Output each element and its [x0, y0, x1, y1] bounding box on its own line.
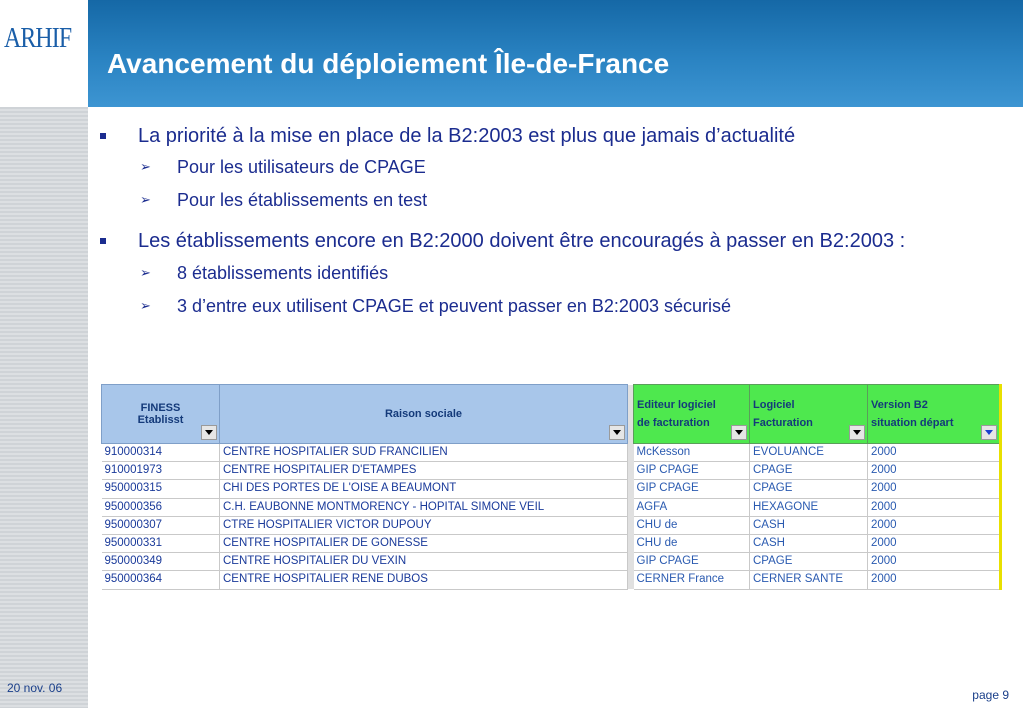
cell-editeur: GIP CPAGE	[634, 553, 750, 571]
cell-raison: C.H. EAUBONNE MONTMORENCY - HOPITAL SIMONE VEIL	[220, 498, 628, 516]
cell-version: 2000	[868, 571, 1001, 589]
bullet-2: Les établissements encore en B2:2000 doivent être encouragés à passer en B2:2003 :	[100, 229, 1010, 253]
table-row	[102, 480, 1001, 498]
cell-finess: 910000314	[102, 444, 220, 462]
cell-finess: 950000349	[102, 553, 220, 571]
cell-finess: 950000356	[102, 498, 220, 516]
logo-area	[0, 0, 88, 107]
cell-raison: CENTRE HOSPITALIER D'ETAMPES	[220, 462, 628, 480]
cell-editeur: GIP CPAGE	[634, 480, 750, 498]
cell-version: 2000	[868, 498, 1001, 516]
cell-raison: CENTRE HOSPITALIER DE GONESSE	[220, 534, 628, 552]
cell-editeur: McKesson	[634, 444, 750, 462]
cell-version: 2000	[868, 516, 1001, 534]
table-row	[102, 553, 1001, 571]
cell-logiciel: CASH	[750, 534, 868, 552]
arrow-bullet-icon: ➢	[140, 265, 151, 280]
left-sidebar-band	[0, 107, 88, 708]
cell-raison: CENTRE HOSPITALIER DU VEXIN	[220, 553, 628, 571]
cell-finess: 950000315	[102, 480, 220, 498]
header-logiciel: Logiciel Facturation	[750, 385, 868, 444]
sub-bullet: ➢ 8 établissements identifiés	[140, 263, 389, 283]
cell-logiciel: CPAGE	[750, 462, 868, 480]
cell-logiciel: EVOLUANCE	[750, 444, 868, 462]
cell-version: 2000	[868, 480, 1001, 498]
filter-dropdown-icon[interactable]	[731, 425, 747, 440]
table-row	[102, 534, 1001, 552]
cell-editeur: AGFA	[634, 498, 750, 516]
sub-bullet: ➢ Pour les établissements en test	[140, 190, 428, 210]
cell-logiciel: CERNER SANTE	[750, 571, 868, 589]
cell-editeur: CHU de	[634, 534, 750, 552]
sub-bullet: ➢ 3 d’entre eux utilisent CPAGE et peuvent passer en B2:2003 sécurisé	[140, 296, 731, 316]
establishments-table	[101, 384, 1004, 598]
cell-editeur: CERNER France	[634, 571, 750, 589]
cell-editeur: CHU de	[634, 516, 750, 534]
cell-version: 2000	[868, 534, 1001, 552]
square-bullet-icon	[100, 133, 106, 139]
arrow-bullet-icon: ➢	[140, 298, 151, 313]
bullet-list	[100, 124, 1010, 317]
cell-logiciel: CPAGE	[750, 553, 868, 571]
table-row	[102, 462, 1001, 480]
table-row	[102, 571, 1001, 589]
header-version: Version B2 situation départ	[868, 385, 1001, 444]
cell-version: 2000	[868, 462, 1001, 480]
sub-bullet: ➢ Pour les utilisateurs de CPAGE	[140, 157, 426, 177]
arrow-bullet-icon: ➢	[140, 192, 151, 207]
filter-dropdown-icon[interactable]	[609, 425, 625, 440]
filter-dropdown-icon[interactable]	[849, 425, 865, 440]
cell-finess: 950000331	[102, 534, 220, 552]
square-bullet-icon	[100, 238, 106, 244]
cell-logiciel: HEXAGONE	[750, 498, 868, 516]
cell-finess: 910001973	[102, 462, 220, 480]
cell-version: 2000	[868, 553, 1001, 571]
filter-dropdown-icon[interactable]	[201, 425, 217, 440]
table-row	[102, 516, 1001, 534]
header-editeur: Editeur logiciel de facturation	[634, 385, 750, 444]
cell-finess: 950000364	[102, 571, 220, 589]
footer-page-number: page 9	[972, 688, 1009, 702]
slide-title: Avancement du déploiement Île-de-France	[107, 48, 670, 79]
cell-logiciel: CASH	[750, 516, 868, 534]
footer-date: 20 nov. 06	[7, 681, 63, 695]
arhif-logo: ARHIF	[4, 22, 72, 54]
table-row	[102, 498, 1001, 516]
cell-version: 2000	[868, 444, 1001, 462]
table-row	[102, 444, 1001, 462]
header-finess: FINESS Etablisst	[102, 385, 220, 444]
cell-raison: CENTRE HOSPITALIER SUD FRANCILIEN	[220, 444, 628, 462]
header-raison-sociale: Raison sociale	[220, 385, 628, 444]
cell-finess: 950000307	[102, 516, 220, 534]
filter-dropdown-active-icon[interactable]	[981, 425, 997, 440]
cell-editeur: GIP CPAGE	[634, 462, 750, 480]
cell-raison: CENTRE HOSPITALIER RENE DUBOS	[220, 571, 628, 589]
bullet-1: La priorité à la mise en place de la B2:2003 est plus que jamais d’actualité	[100, 124, 1010, 148]
cell-raison: CTRE HOSPITALIER VICTOR DUPOUY	[220, 516, 628, 534]
cell-raison: CHI DES PORTES DE L'OISE A BEAUMONT	[220, 480, 628, 498]
arrow-bullet-icon: ➢	[140, 159, 151, 174]
cell-logiciel: CPAGE	[750, 480, 868, 498]
